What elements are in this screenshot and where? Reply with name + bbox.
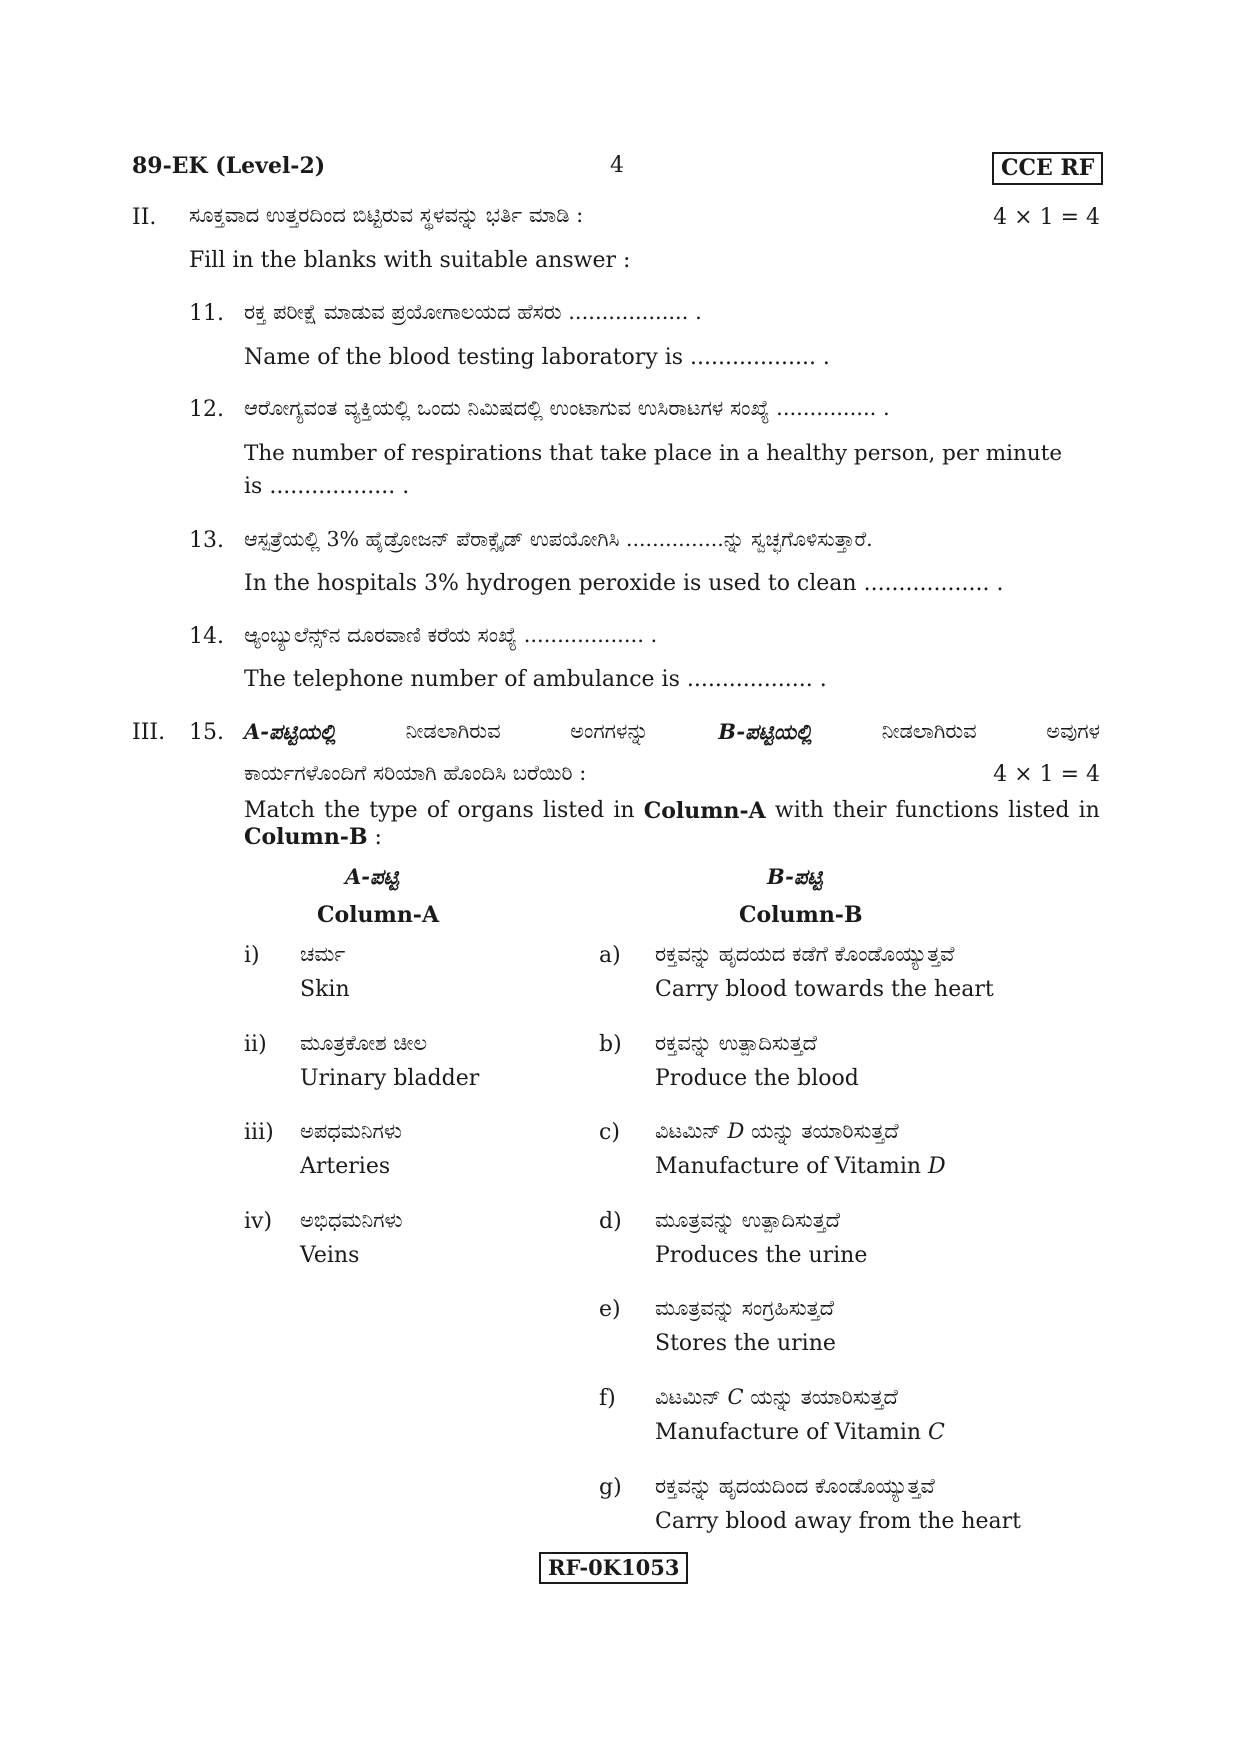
column-a-title-kn: A-ಪಟ್ಟಿ <box>345 864 399 889</box>
question-text-kn: ಆಸ್ಪತ್ರೆಯಲ್ಲಿ 3% ಹೈಡ್ರೋಜನ್ ಪೆರಾಕ್ಸೈಡ್ ಉಪಯೋಗಿಸಿ ...............ನ್ನು ಸ್ವಚ್ಛಗೊಳಿಸುತ್ತಾರೆ. <box>244 527 873 551</box>
item-en-part: Manufacture of Vitamin <box>655 1154 929 1179</box>
question-text-en: In the hospitals 3% hydrogen peroxide is used to clean .................. . <box>244 571 1004 596</box>
section-2-roman: II. <box>132 205 157 230</box>
item-kn: ಮೂತ್ರವನ್ನು ಸಂಗ್ರಹಿಸುತ್ತದೆ <box>655 1296 835 1320</box>
instruction-word: with <box>774 798 824 823</box>
item-kn: ರಕ್ತವನ್ನು ಉತ್ಪಾದಿಸುತ್ತದೆ <box>655 1031 818 1055</box>
question-text-en: Name of the blood testing laboratory is .................. . <box>244 345 830 370</box>
vitamin-variable: C <box>727 1385 744 1409</box>
item-label: e) <box>599 1297 621 1322</box>
item-en: Skin <box>300 977 350 1002</box>
item-label: g) <box>599 1475 622 1500</box>
section-3-marks: 4 × 1 = 4 <box>993 762 1100 787</box>
item-kn <box>655 1387 898 1408</box>
instruction-word: ನೀಡಲಾಗಿರುವ <box>881 719 977 743</box>
item-kn <box>655 1121 899 1142</box>
question-number: 12. <box>189 397 224 422</box>
question-number: 15. <box>189 720 224 745</box>
item-kn-part: ಯನ್ನು ತಯಾರಿಸುತ್ತದೆ <box>743 1385 898 1409</box>
question-number: 13. <box>189 528 224 553</box>
item-en: Stores the urine <box>655 1331 836 1356</box>
question-number: 11. <box>189 301 224 326</box>
instruction-word: listed <box>542 798 605 823</box>
instruction-word: functions <box>895 798 1000 823</box>
instruction-word: ನೀಡಲಾಗಿರುವ <box>405 719 501 743</box>
item-kn: ಅಪಧಮನಿಗಳು <box>300 1119 402 1143</box>
item-en: Carry blood towards the heart <box>655 977 994 1002</box>
instruction-word: Match <box>244 798 315 823</box>
item-label: iii) <box>244 1120 274 1145</box>
instruction-word: listed <box>1008 798 1070 823</box>
column-b-title-kn: B-ಪಟ್ಟಿ <box>767 864 823 889</box>
section-3-instruction-kn <box>244 721 1100 742</box>
section-2-instruction-en: Fill in the blanks with suitable answer : <box>189 248 631 273</box>
paper-code: 89-EK (Level-2) <box>132 153 326 179</box>
column-a-title-en: Column-A <box>317 902 440 928</box>
instruction-word: in <box>1078 798 1100 823</box>
question-number: 14. <box>189 624 224 649</box>
section-2-marks: 4 × 1 = 4 <box>993 205 1100 230</box>
item-label: iv) <box>244 1209 273 1234</box>
item-en <box>655 1156 946 1178</box>
item-kn: ಮೂತ್ರಕೋಶ ಚೀಲ <box>300 1031 428 1055</box>
footer-code: RF-0K1053 <box>539 1552 688 1584</box>
vitamin-variable: C <box>928 1420 945 1445</box>
item-en: Produces the urine <box>655 1243 868 1268</box>
item-label: a) <box>599 943 621 968</box>
series-tag: CCE RF <box>992 152 1103 185</box>
item-kn-part: ವಿಟಮಿನ್ <box>655 1119 728 1143</box>
instruction-word: organs <box>457 798 534 823</box>
instruction-word: of <box>426 798 449 823</box>
instruction-word: B-ಪಟ್ಟಿಯಲ್ಲಿ <box>718 719 813 744</box>
instruction-word: their <box>832 798 887 823</box>
item-kn: ರಕ್ತವನ್ನು ಹೃದಯದ ಕಡೆಗೆ ಕೊಂಡೊಯ್ಯುತ್ತವೆ <box>655 942 955 966</box>
item-kn: ಅಭಿಧಮನಿಗಳು <box>300 1208 403 1232</box>
item-label: b) <box>599 1032 622 1057</box>
item-label: ii) <box>244 1032 267 1057</box>
item-kn: ಮೂತ್ರವನ್ನು ಉತ್ಪಾದಿಸುತ್ತದೆ <box>655 1208 841 1232</box>
instruction-word: ಅಂಗಗಳನ್ನು <box>570 719 649 743</box>
column-b-ref: Column-B <box>244 824 368 850</box>
item-kn-part: ವಿಟಮಿನ್ <box>655 1385 728 1409</box>
item-en: Carry blood away from the heart <box>655 1509 1022 1534</box>
question-text-en: The number of respirations that take place in a healthy person, per minute <box>244 441 1063 466</box>
question-text-kn: ಆ್ಯಂಬ್ಯುಲೆನ್ಸ್‌ನ ದೂರವಾಣಿ ಕರೆಯ ಸಂಖ್ಯೆ .................. . <box>244 623 658 647</box>
item-label: d) <box>599 1209 622 1234</box>
item-en: Produce the blood <box>655 1066 859 1091</box>
item-kn: ರಕ್ತವನ್ನು ಹೃದಯದಿಂದ ಕೊಂಡೊಯ್ಯುತ್ತವೆ <box>655 1474 935 1498</box>
question-text-en-cont: is .................. . <box>244 474 410 499</box>
instruction-word: A-ಪಟ್ಟಿಯಲ್ಲಿ <box>244 719 337 744</box>
item-en-part: Manufacture of Vitamin <box>655 1420 929 1445</box>
instruction-word: Column-A <box>643 798 766 824</box>
item-en: Veins <box>300 1243 360 1268</box>
item-label: f) <box>599 1386 616 1411</box>
question-text-kn: ಆರೋಗ್ಯವಂತ ವ್ಯಕ್ತಿಯಲ್ಲಿ ಒಂದು ನಿಮಿಷದಲ್ಲಿ ಉಂಟಾಗುವ ಉಸಿರಾಟಗಳ ಸಂಖ್ಯೆ ............... . <box>244 396 890 420</box>
colon: : <box>367 825 382 850</box>
section-3-instruction-en <box>244 800 1100 822</box>
question-text-en: The telephone number of ambulance is .................. . <box>244 667 827 692</box>
vitamin-variable: D <box>727 1119 745 1143</box>
item-kn: ಚರ್ಮ <box>300 942 346 966</box>
question-text-kn: ರಕ್ತ ಪರೀಕ್ಷೆ ಮಾಡುವ ಪ್ರಯೋಗಾಲಯದ ಹೆಸರು .................. . <box>244 300 702 324</box>
item-label: c) <box>599 1120 620 1145</box>
section-3-instruction-en-2 <box>244 826 382 849</box>
item-kn-part: ಯನ್ನು ತಯಾರಿಸುತ್ತದೆ <box>744 1119 899 1143</box>
item-en <box>655 1422 945 1444</box>
vitamin-variable: D <box>928 1154 946 1179</box>
item-en: Arteries <box>300 1154 391 1179</box>
section-3-instruction-kn-2: ಕಾರ್ಯಗಳೊಂದಿಗೆ ಸರಿಯಾಗಿ ಹೊಂದಿಸಿ ಬರೆಯಿರಿ : <box>244 761 587 785</box>
instruction-word: the <box>324 798 361 823</box>
item-label: i) <box>244 943 260 968</box>
instruction-word: in <box>613 798 635 823</box>
instruction-word: type <box>369 798 418 823</box>
column-b-title-en: Column-B <box>739 902 863 928</box>
page-number: 4 <box>610 153 624 178</box>
section-3-roman: III. <box>132 720 166 745</box>
instruction-word: ಅವುಗಳ <box>1046 719 1100 743</box>
item-en: Urinary bladder <box>300 1066 480 1091</box>
section-2-instruction-kn: ಸೂಕ್ತವಾದ ಉತ್ತರದಿಂದ ಬಿಟ್ಟಿರುವ ಸ್ಥಳವನ್ನು ಭರ್ತಿ ಮಾಡಿ : <box>189 203 584 227</box>
